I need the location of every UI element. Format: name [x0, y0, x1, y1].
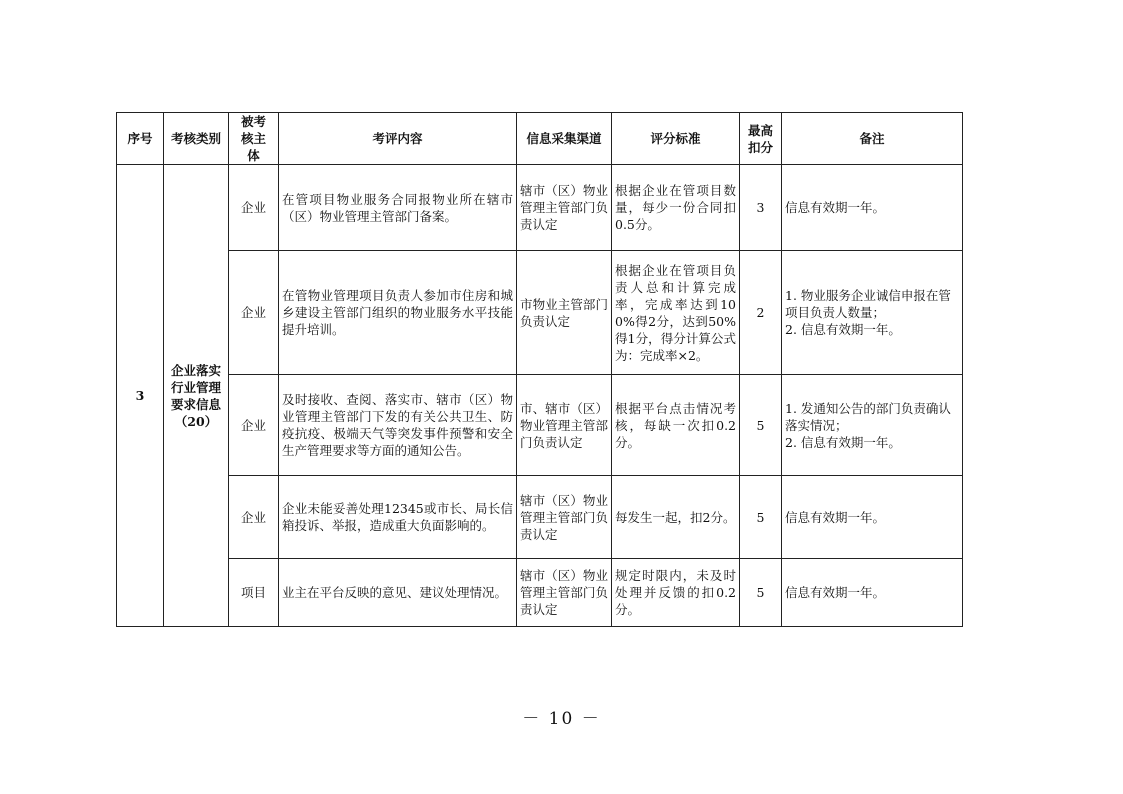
row-channel: 辖市（区）物业管理主管部门负责认定: [517, 476, 612, 559]
row-note: [782, 165, 963, 251]
row-subject: 企业: [229, 375, 279, 476]
row-note: [782, 251, 963, 375]
row-max: 2: [740, 251, 782, 375]
table-row: [117, 251, 963, 375]
group-seq: 3: [117, 165, 164, 627]
row-max: 5: [740, 375, 782, 476]
header-note: 备注: [782, 113, 963, 165]
row-subject: 企业: [229, 476, 279, 559]
row-content: 企业未能妥善处理12345或市长、局长信箱投诉、举报，造成重大负面影响的。: [279, 476, 517, 559]
group-category: 企业落实行业管理要求信息（20）: [164, 165, 229, 627]
row-note: [782, 559, 963, 627]
row-subject: 项目: [229, 559, 279, 627]
row-criteria: 规定时限内，未及时处理并反馈的扣0.2分。: [612, 559, 740, 627]
row-content: 业主在平台反映的意见、建议处理情况。: [279, 559, 517, 627]
row-note: [782, 476, 963, 559]
row-max: 5: [740, 559, 782, 627]
table-row: [117, 165, 963, 251]
note-line: 1. 发通知公告的部门负责确认落实情况；: [785, 400, 951, 433]
note-line: 2. 信息有效期一年。: [785, 322, 901, 337]
header-channel: 信息采集渠道: [517, 113, 612, 165]
row-criteria: 根据企业在管项目数量，每少一份合同扣0.5分。: [612, 165, 740, 251]
header-max: 最高扣分: [740, 113, 782, 165]
row-criteria: 根据平台点击情况考核，每缺一次扣0.2分。: [612, 375, 740, 476]
row-criteria: 根据企业在管项目负责人总和计算完成率，完成率达到100%得2分，达到50%得1分，得分计算公式为：完成率×2。: [612, 251, 740, 375]
header-category: 考核类别: [164, 113, 229, 165]
row-criteria: 每发生一起，扣2分。: [612, 476, 740, 559]
table-row: [117, 476, 963, 559]
note-line: 2. 信息有效期一年。: [785, 434, 901, 450]
row-max: 5: [740, 476, 782, 559]
note-line: 信息有效期一年。: [785, 200, 886, 215]
row-channel: 辖市（区）物业管理主管部门负责认定: [517, 559, 612, 627]
table-row: [117, 375, 963, 476]
row-content: 在管物业管理项目负责人参加市住房和城乡建设主管部门组织的物业服务水平技能提升培训。: [279, 251, 517, 375]
page-number: － 10 －: [522, 709, 601, 729]
row-subject: 企业: [229, 251, 279, 375]
row-content: 在管项目物业服务合同报物业所在辖市（区）物业管理主管部门备案。: [279, 165, 517, 251]
row-channel: 辖市（区）物业管理主管部门负责认定: [517, 165, 612, 251]
header-content: 考评内容: [279, 113, 517, 165]
row-max: 3: [740, 165, 782, 251]
assessment-table: [116, 112, 963, 627]
table-header-row: [117, 113, 963, 165]
table-row: [117, 559, 963, 627]
note-line: 信息有效期一年。: [785, 509, 886, 525]
header-subject: 被考核主体: [229, 113, 279, 165]
header-criteria: 评分标准: [612, 113, 740, 165]
row-content: 及时接收、查阅、落实市、辖市（区）物业管理主管部门下发的有关公共卫生、防疫抗疫、极端天气等突发事件预警和安全生产管理要求等方面的通知公告。: [279, 375, 517, 476]
note-line: 1. 物业服务企业诚信申报在管项目负责人数量；: [785, 288, 951, 320]
row-note: [782, 375, 963, 476]
row-subject: 企业: [229, 165, 279, 251]
row-channel: 市、辖市（区）物业管理主管部门负责认定: [517, 375, 612, 476]
row-channel: 市物业主管部门负责认定: [517, 251, 612, 375]
note-line: 信息有效期一年。: [785, 585, 886, 600]
header-seq: 序号: [117, 113, 164, 165]
